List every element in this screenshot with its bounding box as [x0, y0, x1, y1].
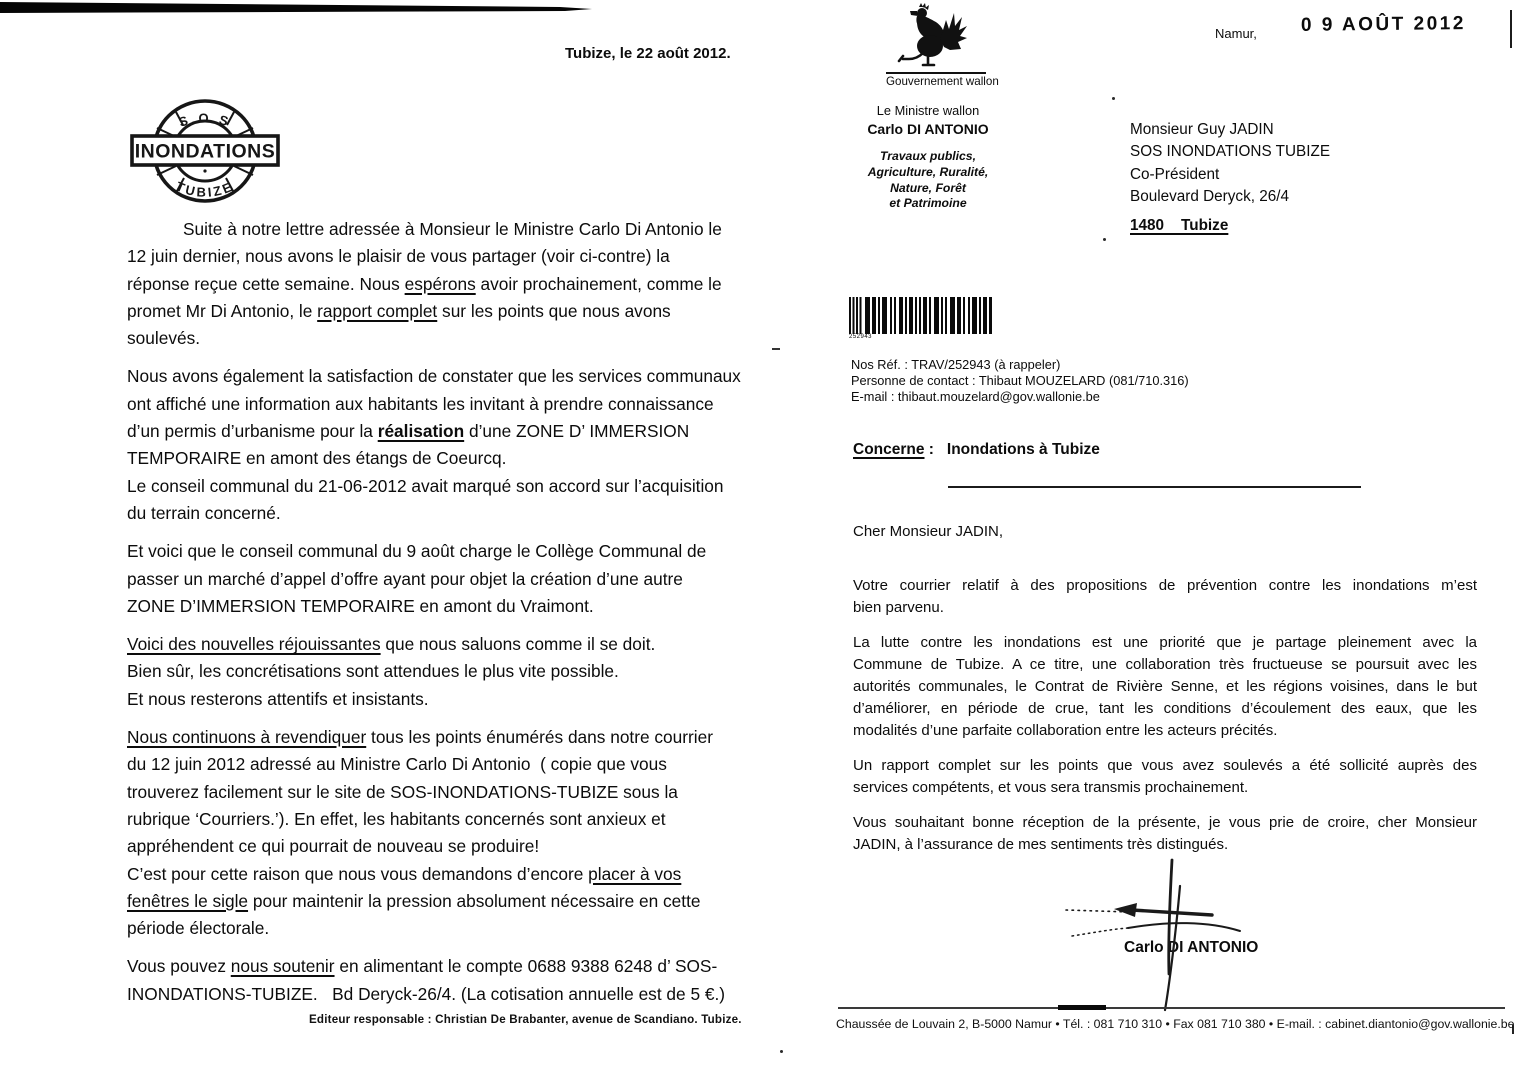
text-line: du 12 juin 2012 adressé au Ministre Carlo Di Antonio ( copie que vous	[127, 754, 667, 775]
addressee-city-line: 1480 Tubize	[1130, 217, 1229, 234]
right-letter-footer: Chaussée de Louvain 2, B-5000 Namur • Tél. : 081 710 310 • Fax 081 710 380 • E-mail. : cabinet.diantonio@gov.wallonie.be	[836, 1017, 1515, 1031]
text-line: Et voici que le conseil communal du 9 août charge le Collège Communal de	[127, 541, 707, 562]
footer-rule-thick-segment	[1058, 1005, 1106, 1010]
addressee-block	[1130, 119, 1330, 208]
text-line: autorités communales, le Contrat de Rivière Senne, et les régions voisines, dans le but	[853, 678, 1477, 695]
text-line: Bien sûr, les concrétisations sont attendues le plus vite possible.	[127, 661, 619, 682]
text-line: C’est pour cette raison que nous vous demandons d’encore placer à vos	[127, 863, 682, 884]
text-line: passer un marché d’appel d’offre ayant pour objet la création d’une autre	[127, 568, 683, 589]
subject-rule	[948, 486, 1361, 488]
text-line: Boulevard Deryck, 26/4	[1130, 187, 1289, 205]
right-paragraph-2	[853, 755, 1477, 799]
text-line: INONDATIONS-TUBIZE. Bd Deryck-26/4. (La cotisation annuelle est de 5 €.)	[127, 983, 726, 1004]
text-line: Co-Président	[1130, 165, 1220, 183]
text-line: fenêtres le sigle pour maintenir la pression absolument nécessaire en cette	[127, 890, 701, 911]
stamp-top-text: S.O.S	[177, 110, 233, 130]
text-line: promet Mr Di Antonio, le rapport complet sur les points que nous avons	[127, 300, 671, 321]
place-line: Namur,	[1215, 26, 1257, 41]
text-line: d’un permis d’urbanisme pour la réalisation d’une ZONE D’ IMMERSION	[127, 421, 690, 442]
right-paragraph-1	[853, 632, 1477, 742]
text-line: ont affiché une information aux habitants les invitant à prendre connaissance	[127, 393, 714, 414]
text-line: Vous souhaitant bonne réception de la présente, je vous prie de croire, cher Monsieur	[853, 814, 1477, 831]
text-line: et Patrimoine	[889, 196, 967, 211]
text-line: Votre courrier relatif à des propositions de prévention contre les inondations m’est	[853, 577, 1477, 594]
text-line: réponse reçue cette semaine. Nous espérons avoir prochainement, comme le	[127, 273, 722, 294]
stamp-middle-text: INONDATIONS	[134, 140, 276, 163]
text-line: d’améliorer, en période de crue, tant les conditions d’écoulement des eaux, que les	[853, 700, 1477, 717]
text-line: La lutte contre les inondations est une priorité que je partage pleinement avec la	[853, 634, 1477, 651]
text-line: Agriculture, Ruralité,	[867, 164, 989, 179]
left-letter-body	[127, 216, 767, 1019]
subject-line: Concerne : Inondations à Tubize	[853, 441, 1100, 458]
text-line: Monsieur Guy JADIN	[1130, 121, 1274, 138]
right-letter-body	[853, 575, 1477, 869]
minister-name: Carlo DI ANTONIO	[867, 121, 989, 137]
left-letter-date: Tubize, le 22 août 2012.	[565, 45, 731, 62]
text-line: Le conseil communal du 21-06-2012 avait marqué son accord sur l’acquisition	[127, 475, 724, 496]
scan-artifact-wedge	[0, 0, 592, 15]
text-line: trouverez facilement sur le site de SOS-INONDATIONS-TUBIZE sous la	[127, 781, 678, 802]
left-paragraph-1	[127, 363, 767, 527]
text-line: Commune de Tubize. A ce titre, une collaboration très fructueuse se poursuit avec les	[853, 656, 1477, 673]
text-line: rubrique ‘Courriers.’). En effet, les habitants concernés sont anxieux et	[127, 808, 666, 829]
logo-caption: Gouvernement wallon	[886, 72, 986, 88]
text-line: ZONE D’IMMERSION TEMPORAIRE en amont du Vraimont.	[127, 595, 594, 616]
right-paragraph-3	[853, 812, 1477, 856]
text-line: Nature, Forêt	[890, 180, 966, 195]
text-line: services compétents, et vous sera transmis prochainement.	[853, 779, 1249, 796]
barcode-number: 252943	[849, 334, 873, 340]
handwritten-signature	[1048, 852, 1338, 1022]
text-line: soulevés.	[127, 328, 201, 349]
minister-block	[855, 103, 1001, 212]
text-line: Voici des nouvelles réjouissantes que nous saluons comme il se doit.	[127, 634, 656, 655]
text-line: bien parvenu.	[853, 599, 944, 616]
text-line: période électorale.	[127, 918, 270, 939]
left-paragraph-5	[127, 953, 767, 1008]
left-letter-publisher-line: Editeur responsable : Christian De Brabanter, avenue de Scandiano. Tubize.	[309, 1013, 742, 1026]
sos-inondations-stamp-icon	[130, 97, 280, 210]
text-line: modalités d’une parfaite collaboration entre les acteurs précités.	[853, 722, 1278, 739]
left-paragraph-3	[127, 631, 767, 713]
footer-rule	[838, 1007, 1505, 1009]
text-line: 12 juin dernier, nous avons le plaisir de vous partager (voir ci-contre) la	[127, 246, 670, 267]
barcode-icon	[849, 297, 992, 334]
date-stamp: 0 9 AOÛT 2012	[1300, 13, 1466, 36]
text-line: Nos Réf. : TRAV/252943 (à rappeler)	[851, 357, 1061, 372]
scan-artifact-dash	[772, 348, 780, 350]
gouvernement-wallon-logo	[886, 3, 999, 88]
text-line: Un rapport complet sur les points que vous avez soulevés a été sollicité auprès des	[853, 757, 1477, 774]
scan-artifact-dot	[1103, 238, 1106, 241]
right-paragraph-0	[853, 575, 1477, 619]
text-line: TEMPORAIRE en amont des étangs de Coeurcq.	[127, 448, 507, 469]
text-line: appréhendent ce qui pourrait de nouveau se produire!	[127, 836, 540, 857]
scan-artifact-dot	[1112, 97, 1115, 100]
left-paragraph-2	[127, 538, 767, 620]
signature-name: Carlo DI ANTONIO	[1124, 939, 1259, 956]
text-line: Et nous resterons attentifs et insistants.	[127, 688, 429, 709]
minister-portfolio	[855, 149, 1001, 212]
text-line: Travaux publics,	[880, 149, 976, 163]
text-line: SOS INONDATIONS TUBIZE	[1130, 143, 1331, 161]
stamp-bottom-text: TUBIZE	[173, 178, 237, 200]
text-line: E-mail : thibaut.mouzelard@gov.wallonie.be	[851, 389, 1100, 405]
minister-title: Le Ministre wallon	[876, 103, 980, 118]
salutation: Cher Monsieur JADIN,	[853, 523, 1004, 540]
svg-text:S.O.S	[177, 110, 233, 129]
scan-artifact-tick	[1510, 10, 1512, 48]
rooster-icon	[886, 3, 986, 69]
text-line: JADIN, à l’assurance de mes sentiments très distingués.	[853, 836, 1229, 853]
reference-block	[851, 357, 1189, 406]
left-paragraph-0	[127, 216, 767, 352]
text-line: Nous continuons à revendiquer tous les points énumérés dans notre courrier	[127, 727, 713, 748]
left-paragraph-4	[127, 724, 767, 942]
text-line: du terrain concerné.	[127, 502, 281, 523]
scan-artifact-dot	[780, 1050, 783, 1053]
text-line: Suite à notre lettre adressée à Monsieur le Ministre Carlo Di Antonio le	[183, 219, 722, 239]
text-line: Nous avons également la satisfaction de constater que les services communaux	[127, 366, 741, 387]
text-line: Vous pouvez nous soutenir en alimentant le compte 0688 9388 6248 d’ SOS-	[127, 956, 718, 977]
text-line: Personne de contact : Thibaut MOUZELARD (081/710.316)	[851, 373, 1189, 389]
